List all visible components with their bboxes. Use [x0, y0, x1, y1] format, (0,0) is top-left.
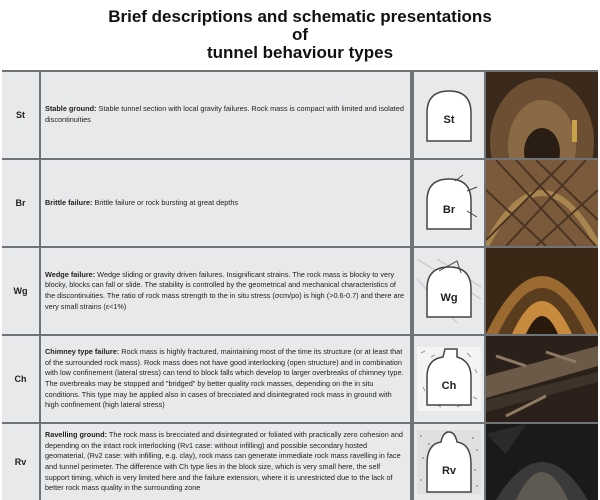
type-term: Chimney type failure:	[45, 347, 120, 357]
type-text: Brittle failure or rock bursting at great depths	[92, 197, 239, 207]
type-code: St	[2, 72, 41, 158]
table-row	[2, 336, 598, 422]
type-text: The rock mass is brecciated and disintegrated or foliated with practically zero cohesion and depending on the intact rock interlocking (Rv1 case: without infilling) and possible secondary hosted geomaterial, (Rv2 case: with infilling, e.g. clay), rock mass can generate immediate rock mass ravelling in face and tunnel perimeter. The difference with Ch type lies in the block size, which is very small here, the self support timing, which is very limited here and the failure extension, where it is unrestricted due to the lack of better rock mass quality in the surrounding zone	[45, 430, 403, 493]
title-line-1: Brief descriptions and schematic presentations	[108, 7, 492, 26]
behaviour-types-table	[2, 70, 598, 500]
tunnel-photo-ravelling	[486, 424, 598, 500]
schema-label: Rv	[441, 465, 457, 477]
type-description	[41, 72, 412, 158]
table-row	[2, 248, 598, 334]
type-term: Brittle failure:	[45, 197, 93, 207]
schematic-brittle-failure	[414, 160, 486, 246]
schematic-wedge-failure	[414, 248, 486, 334]
type-term: Ravelling ground:	[45, 430, 108, 440]
table-row	[2, 160, 598, 246]
type-code: Br	[2, 160, 41, 246]
schema-label: Ch	[441, 380, 457, 392]
type-description	[41, 160, 412, 246]
document-title	[0, 8, 600, 62]
type-description	[41, 336, 412, 422]
type-description	[41, 248, 412, 334]
schematic-chimney-failure	[414, 336, 486, 422]
tunnel-photo-chimney	[486, 336, 598, 422]
schema-label: Br	[442, 204, 456, 216]
table-row	[2, 72, 598, 158]
tunnel-photo-stable	[486, 72, 598, 158]
schematic-ravelling-ground	[414, 424, 486, 500]
type-code: Rv	[2, 424, 41, 500]
type-term: Wedge failure:	[45, 269, 96, 279]
title-line-3: tunnel behaviour types	[206, 43, 394, 62]
schema-label: Wg	[440, 292, 458, 304]
type-text: Wedge sliding or gravity driven failures. Insignificant strains. The rock mass is blocky to very blocky, blocks can fall or slide. The stability is controlled by the geometrical and mechanical characteristics of the discontinuities. The ratio of rock mass strength to the in situ stress (σcm/po) is high (>0.6-0.7) and there are very small strains (ε<1%)	[45, 269, 405, 311]
type-term: Stable ground:	[45, 104, 97, 114]
tunnel-photo-wedge	[486, 248, 598, 334]
type-code: Ch	[2, 336, 41, 422]
title-line-2: of	[291, 25, 309, 44]
table-row	[2, 424, 598, 500]
type-text: Rock mass is highly fractured, maintaining most of the time its structure (or at least that of the surrounded rock mass). Rock mass does not have good interlocking (open structure) and in combination with low confinement (lateral stress) can tend to block falls which develop to larger overbreaks of chimney type. The overbreaks may be stopped and "bridged" by better quality rock masses, depending on the in situ conditions. This type may be applied also in cases of brecciated and disintegrated rock mass in ground with high confinement (high lateral stress)	[45, 347, 404, 410]
tunnel-photo-brittle	[486, 160, 598, 246]
type-text: Stable tunnel section with local gravity failures. Rock mass is compact with limited and isolated discontinuities	[45, 104, 404, 124]
schematic-stable-ground	[414, 72, 486, 158]
schema-label: St	[443, 114, 455, 126]
type-description	[41, 424, 412, 500]
type-code: Wg	[2, 248, 41, 334]
